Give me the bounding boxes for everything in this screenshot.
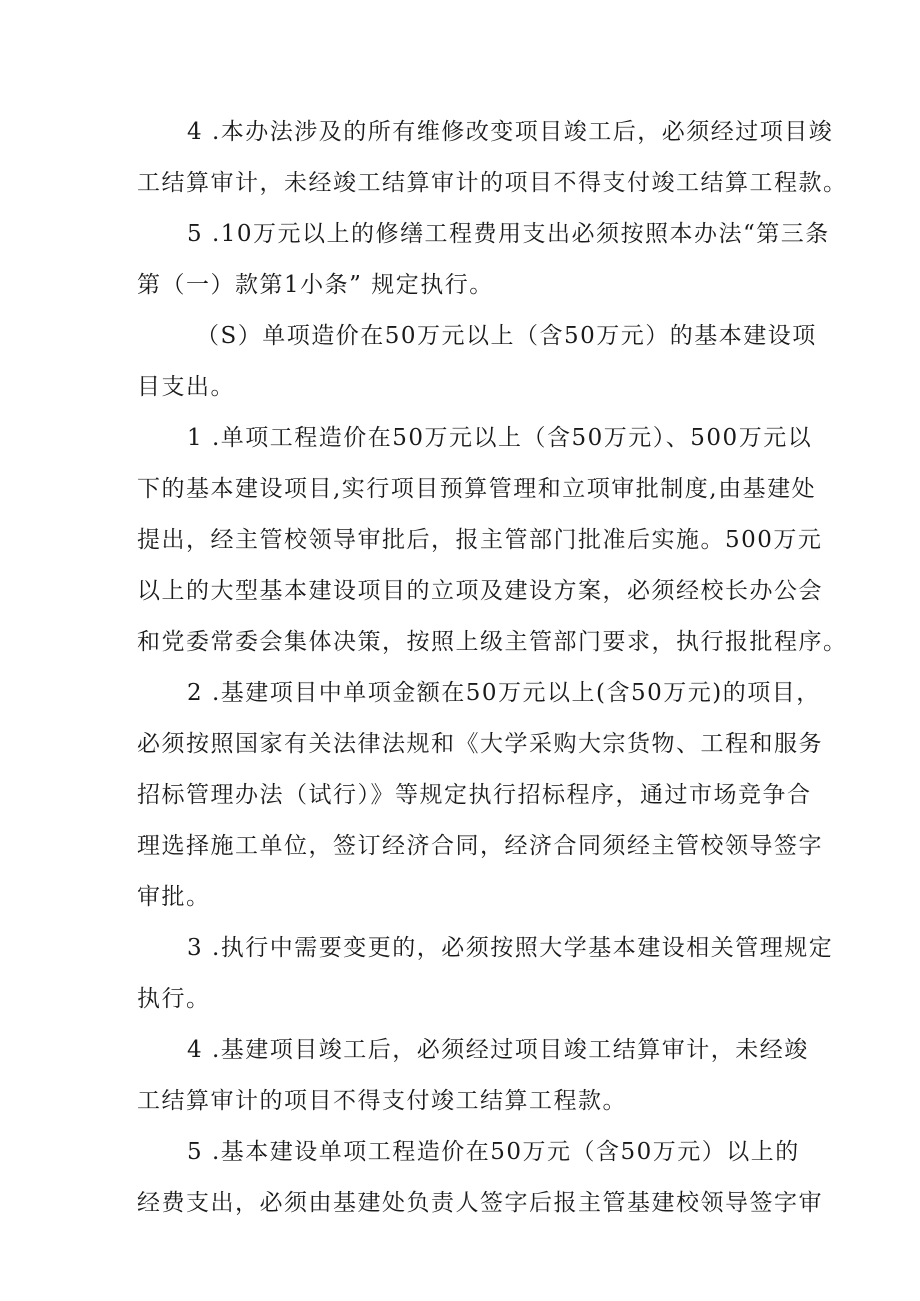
text-line: 5 .10万元以上的修缮工程费用支出必须按照本办法“第三条 [187, 221, 830, 247]
text-line: 必须按照国家有关法律法规和《大学采购大宗货物、工程和服务 [137, 731, 823, 757]
text-line: 下的基本建设项目,实行项目预算管理和立项审批制度,由基建处 [137, 476, 817, 502]
text-line: 3 .执行中需要变更的，必须按照大学基本建设相关管理规定 [187, 935, 834, 961]
text-line: 执行。 [137, 986, 211, 1012]
text-line: 5 .基本建设单项工程造价在50万元（含50万元）以上的 [187, 1139, 800, 1165]
text-line: 目支出。 [137, 374, 235, 400]
text-line: 以上的大型基本建设项目的立项及建设方案，必须经校长办公会 [137, 578, 823, 604]
text-line: （S）单项造价在50万元以上（含50万元）的基本建设项 [196, 323, 817, 349]
text-line: 2 .基建项目中单项金额在50万元以上(含50万元)的项目， [187, 680, 821, 706]
text-line: 理选择施工单位，签订经济合同，经济合同须经主管校领导签字 [137, 833, 823, 859]
text-line: 第（一）款第1小条” 规定执行。 [137, 272, 494, 298]
text-line: 提出，经主管校领导审批后，报主管部门批准后实施。500万元 [137, 527, 823, 553]
text-line: 招标管理办法（试行）》等规定执行招标程序，通过市场竞争合 [137, 782, 812, 808]
text-line: 4 .基建项目竣工后，必须经过项目竣工结算审计，未经竣 [187, 1037, 809, 1063]
text-line: 经费支出，必须由基建处负责人签字后报主管基建校领导签字审 [137, 1190, 823, 1216]
text-line: 1 .单项工程造价在50万元以上（含50万元）、500万元以 [187, 425, 813, 451]
text-line: 工结算审计，未经竣工结算审计的项目不得支付竣工结算工程款。 [137, 170, 848, 196]
text-line: 工结算审计的项目不得支付竣工结算工程款。 [137, 1088, 627, 1114]
text-line: 4 .本办法涉及的所有维修改变项目竣工后，必须经过项目竣 [187, 119, 834, 145]
text-line: 审批。 [137, 884, 211, 910]
text-line: 和党委常委会集体决策，按照上级主管部门要求，执行报批程序。 [137, 629, 848, 655]
